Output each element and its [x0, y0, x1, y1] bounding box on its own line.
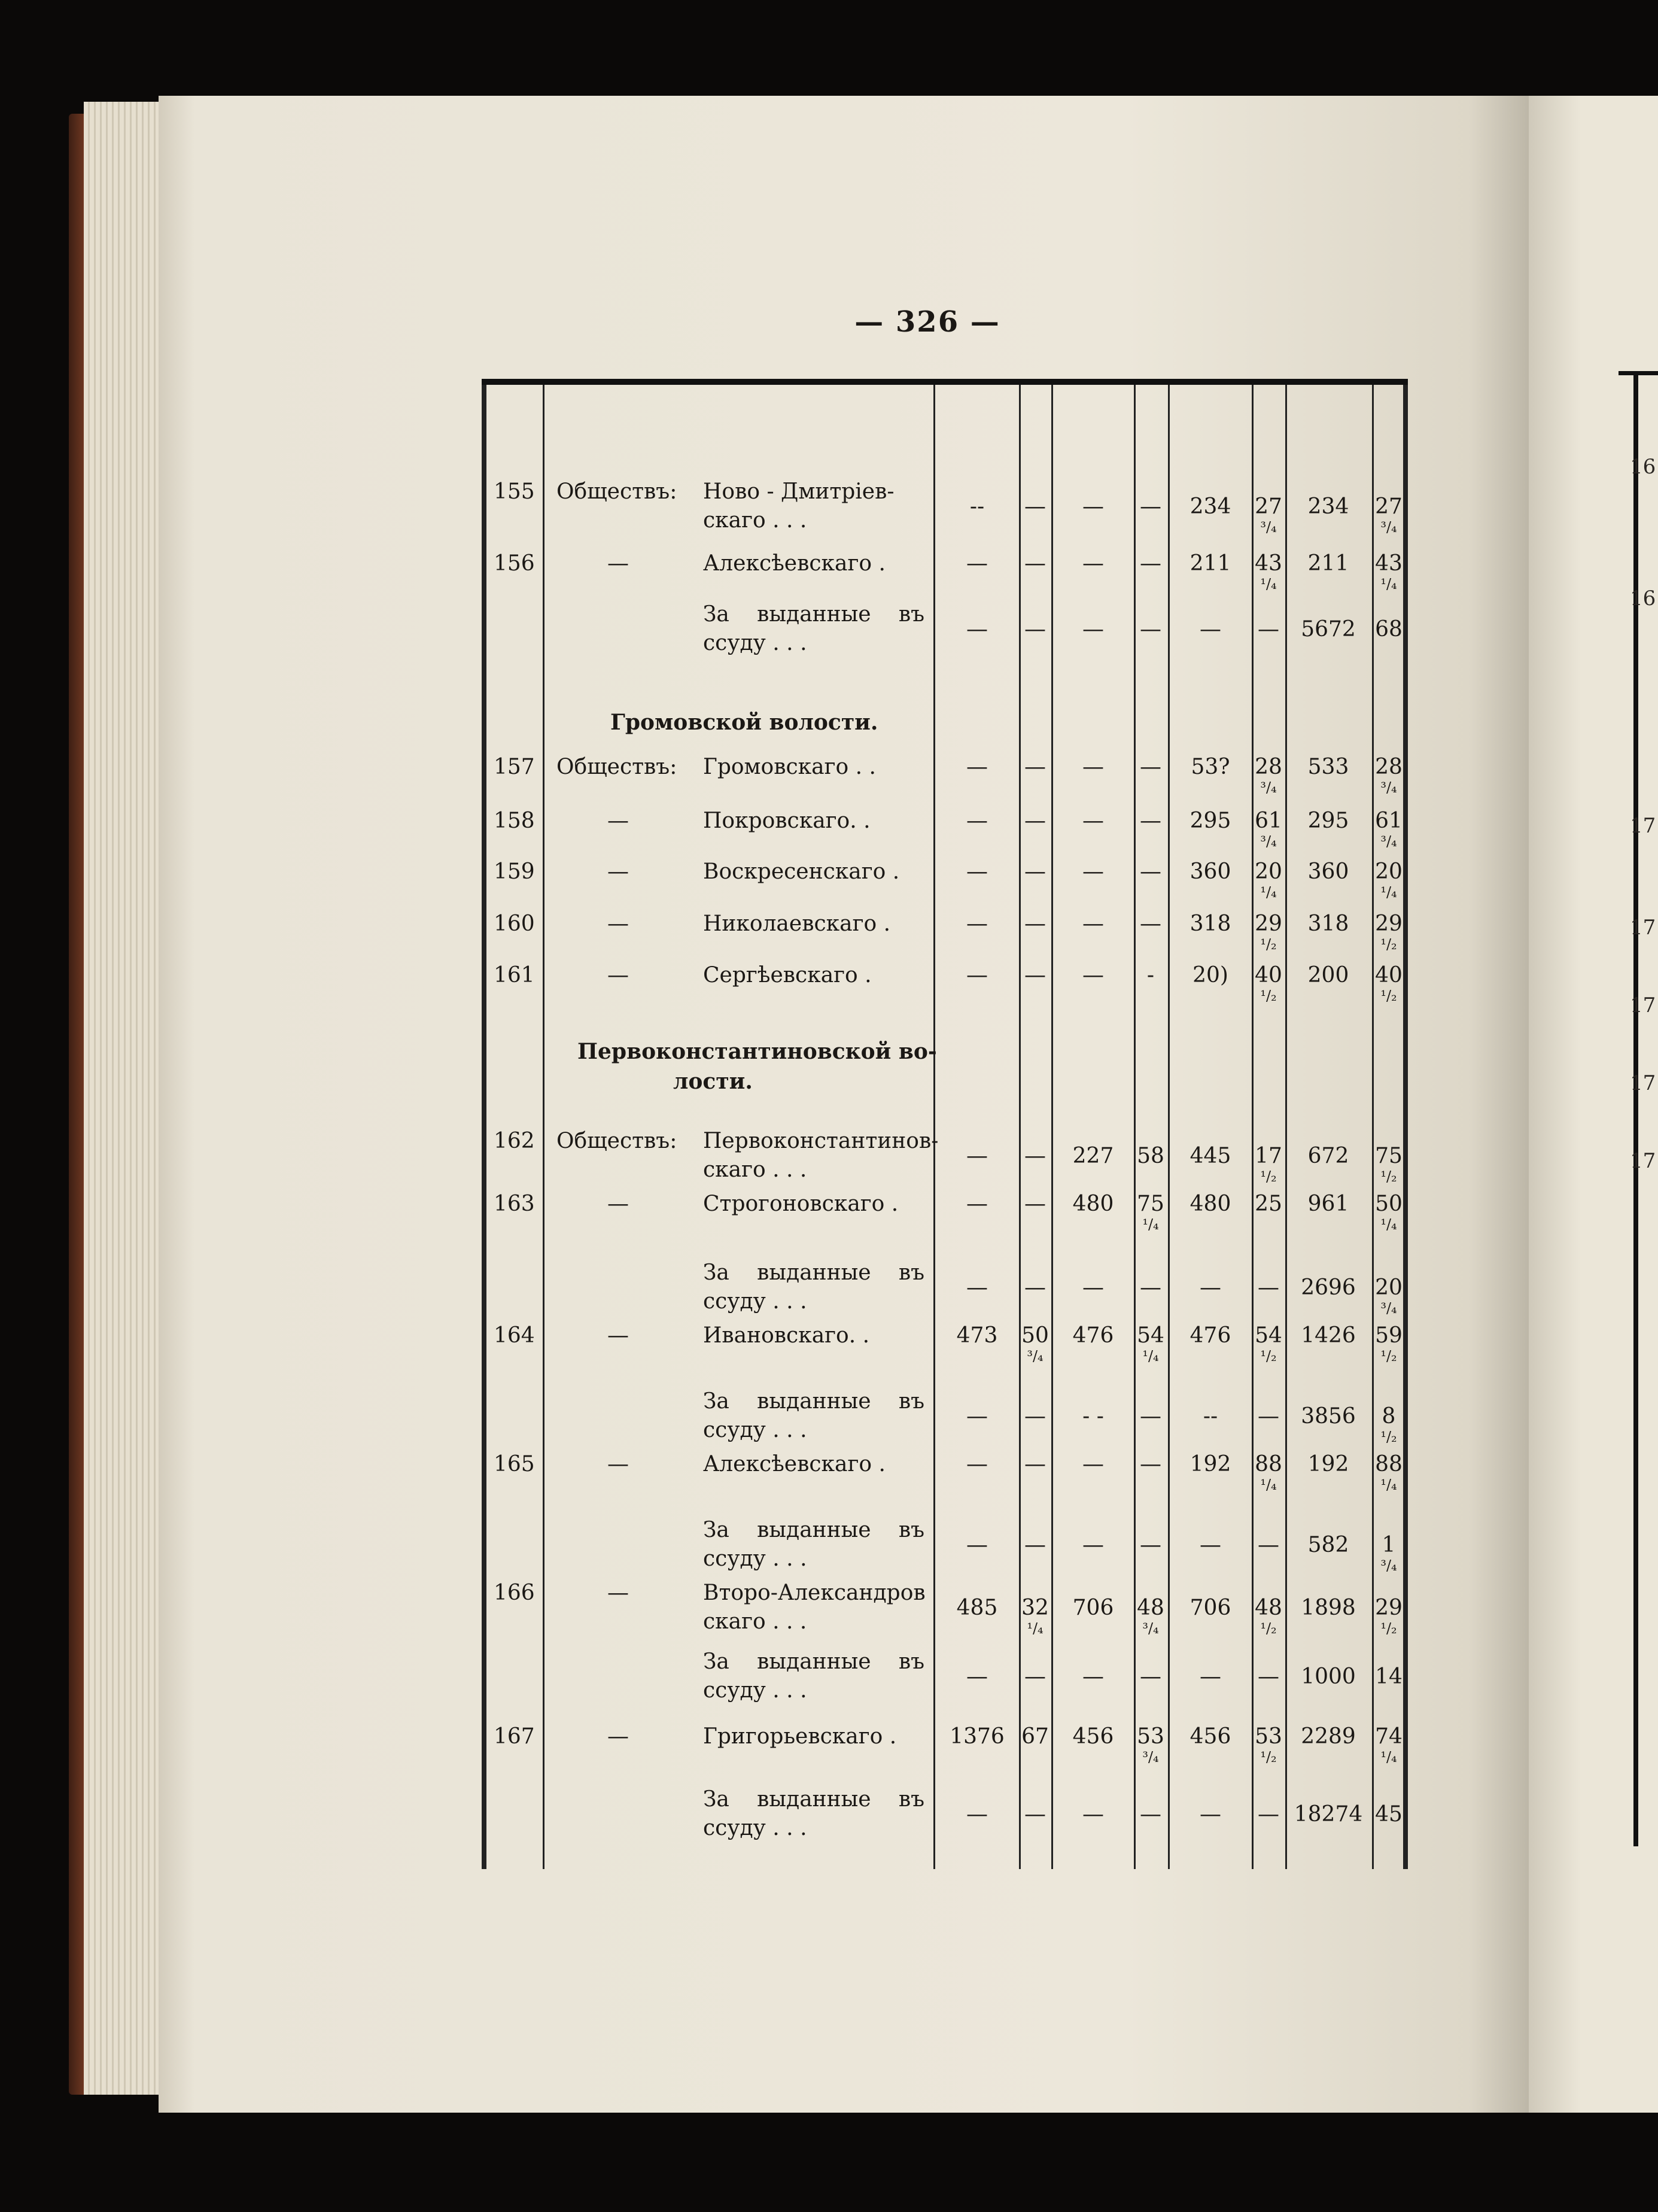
table-cell-value: 961 — [1307, 1192, 1349, 1216]
society-name: Ново - Дмитріев- — [703, 479, 895, 504]
table-cell-value: — — [1140, 809, 1161, 833]
table-cell-value: 360 — [1189, 859, 1231, 884]
table-cell-value: — — [1024, 859, 1046, 884]
table-cell-value: 360 — [1307, 859, 1349, 884]
table-cell-value: — — [1024, 494, 1046, 519]
society-name: Воскресенскаго . — [703, 859, 900, 884]
table-cell-value: — — [1140, 1404, 1161, 1429]
society-name: скаго . . . — [703, 1157, 807, 1182]
fraction-value: ¹/₂ — [1260, 936, 1277, 953]
fraction-value: ¹/₄ — [1380, 1749, 1397, 1766]
society-name: Строгоновскаго . — [703, 1192, 899, 1216]
table-cell-value: 200 — [1307, 963, 1349, 988]
table-cell-value: — — [1024, 1802, 1046, 1827]
table-cell-value: -- — [969, 494, 985, 519]
table-cell-value: 20 — [1375, 859, 1403, 884]
row-label: — — [607, 1724, 629, 1749]
table-cell-value: 2289 — [1301, 1724, 1356, 1749]
row-label: — — [607, 1192, 629, 1216]
table-cell-value: — — [966, 809, 988, 833]
table-cell-value: 1898 — [1301, 1596, 1356, 1620]
table-cell-value: 1376 — [950, 1724, 1005, 1749]
society-name: Николаевскаго . — [703, 911, 891, 936]
table-cell-value: 192 — [1307, 1452, 1349, 1476]
row-label: — — [607, 551, 629, 576]
table-cell-value: — — [1024, 1404, 1046, 1429]
row-number: 158 — [494, 809, 535, 833]
table-cell-value: 20) — [1192, 963, 1228, 988]
fraction-value: ¹/₂ — [1260, 1620, 1277, 1637]
fraction-value: ¹/₂ — [1380, 936, 1397, 953]
fraction-value: ³/₄ — [1380, 779, 1397, 796]
table-cell-value: 211 — [1307, 551, 1349, 576]
table-cell-value: 318 — [1189, 911, 1231, 936]
table-cell-value: — — [1024, 1452, 1046, 1476]
row-number: 157 — [494, 755, 535, 779]
fraction-value: ¹/₄ — [1260, 576, 1277, 592]
table-cell-value: 476 — [1072, 1323, 1114, 1348]
table-border-left — [482, 385, 486, 1869]
table-cell-value: 40 — [1255, 963, 1282, 988]
table-cell-value: 53 — [1137, 1724, 1164, 1749]
row-number: 166 — [494, 1581, 535, 1605]
table-cell-value: — — [1258, 1275, 1279, 1300]
society-name: ссуду . . . — [703, 1546, 807, 1571]
table-cell-value: — — [1200, 1664, 1221, 1689]
society-name: Григорьевскаго . — [703, 1724, 897, 1749]
table-cell-value: — — [1024, 1144, 1046, 1168]
society-name: За выданные въ — [703, 1260, 924, 1285]
page-number: — 326 — — [854, 305, 1000, 339]
table-cell-value: 58 — [1137, 1144, 1164, 1168]
table-cell-value: 1000 — [1301, 1664, 1356, 1689]
row-number: 156 — [494, 551, 535, 576]
table-cell-value: 29 — [1375, 911, 1403, 936]
table-cell-value: 480 — [1072, 1192, 1114, 1216]
table-cell-value: 48 — [1137, 1596, 1164, 1620]
table-cell-value: 456 — [1072, 1724, 1114, 1749]
table-cell-value: -- — [1203, 1404, 1218, 1429]
row-number: 161 — [494, 963, 535, 988]
table-cell-value: 43 — [1255, 551, 1282, 576]
society-name: Первоконстантинов- — [703, 1129, 939, 1153]
table-cell-value: — — [1082, 1664, 1104, 1689]
table-cell-value: — — [1024, 1192, 1046, 1216]
column-divider — [1285, 385, 1287, 1869]
table-cell-value: — — [1024, 617, 1046, 642]
table-cell-value: — — [966, 1404, 988, 1429]
fraction-value: ³/₄ — [1260, 519, 1277, 536]
table-cell-value: — — [1140, 859, 1161, 884]
table-cell-value: — — [1140, 494, 1161, 519]
table-cell-value: — — [1082, 755, 1104, 779]
facing-page-row-number: 16 — [1630, 587, 1656, 610]
table-cell-value: — — [966, 1275, 988, 1300]
fraction-value: ¹/₂ — [1380, 988, 1397, 1004]
table-cell-value: 29 — [1375, 1596, 1403, 1620]
table-cell-value: 8 — [1382, 1404, 1396, 1429]
section-heading: Громовской волости. — [610, 710, 878, 735]
fraction-value: ³/₄ — [1380, 519, 1397, 536]
fraction-value: ¹/₂ — [1260, 988, 1277, 1004]
table-cell-value: — — [1082, 911, 1104, 936]
table-cell-value: - - — [1082, 1404, 1104, 1429]
row-number: 164 — [494, 1323, 535, 1348]
society-name: скаго . . . — [703, 1609, 807, 1634]
fraction-value: ¹/₄ — [1142, 1348, 1159, 1365]
table-cell-value: — — [1200, 1802, 1221, 1827]
table-cell-value: — — [1024, 1275, 1046, 1300]
table-cell-value: 17 — [1255, 1144, 1282, 1168]
row-number: 165 — [494, 1452, 535, 1476]
table-cell-value: — — [966, 551, 988, 576]
table-cell-value: — — [966, 1144, 988, 1168]
row-label: Обществъ: — [556, 479, 677, 504]
society-name: ссуду . . . — [703, 1678, 807, 1703]
table-cell-value: 32 — [1021, 1596, 1049, 1620]
fraction-value: ¹/₄ — [1380, 576, 1397, 592]
table-cell-value: — — [1082, 551, 1104, 576]
row-label: — — [607, 1452, 629, 1476]
row-label: Обществъ: — [556, 755, 677, 779]
fraction-value: ³/₄ — [1142, 1620, 1159, 1637]
row-number: 160 — [494, 911, 535, 936]
table-cell-value: 485 — [956, 1596, 998, 1620]
column-divider — [543, 385, 544, 1869]
table-cell-value: 61 — [1255, 809, 1282, 833]
fraction-value: ³/₄ — [1260, 833, 1277, 850]
table-cell-value: — — [1082, 1533, 1104, 1557]
table-cell-value: 50 — [1021, 1323, 1049, 1348]
facing-page-row-number: 16 — [1630, 455, 1656, 479]
table-cell-value: — — [966, 1664, 988, 1689]
row-number: 162 — [494, 1129, 535, 1153]
table-cell-value: — — [1140, 755, 1161, 779]
facing-page-row-number: 17 — [1630, 814, 1656, 838]
table-cell-value: — — [966, 755, 988, 779]
table-cell-value: — — [1140, 1802, 1161, 1827]
fraction-value: ¹/₄ — [1260, 1476, 1277, 1493]
table-cell-value: 476 — [1189, 1323, 1231, 1348]
society-name: За выданные въ — [703, 1389, 924, 1414]
facing-page-row-number: 17 — [1630, 993, 1656, 1017]
table-cell-value: - — [1146, 963, 1155, 988]
table-cell-value: 25 — [1255, 1192, 1282, 1216]
table-cell-value: — — [1082, 963, 1104, 988]
table-cell-value: — — [1024, 755, 1046, 779]
table-cell-value: 2696 — [1301, 1275, 1356, 1300]
table-cell-value: 18274 — [1294, 1802, 1363, 1827]
table-cell-value: — — [1024, 1533, 1046, 1557]
fraction-value: ¹/₂ — [1260, 1348, 1277, 1365]
table-cell-value: — — [966, 859, 988, 884]
table-cell-value: 1 — [1382, 1533, 1396, 1557]
society-name: ссуду . . . — [703, 1418, 807, 1442]
row-number: 159 — [494, 859, 535, 884]
table-cell-value: — — [1140, 1533, 1161, 1557]
table-cell-value: 61 — [1375, 809, 1403, 833]
table-cell-value: 40 — [1375, 963, 1403, 988]
table-cell-value: 456 — [1189, 1724, 1231, 1749]
table-cell-value: 54 — [1255, 1323, 1282, 1348]
table-cell-value: — — [966, 1802, 988, 1827]
table-cell-value: 445 — [1189, 1144, 1231, 1168]
society-name: За выданные въ — [703, 1518, 924, 1542]
row-label: — — [607, 1323, 629, 1348]
fraction-value: ¹/₂ — [1260, 1168, 1277, 1185]
fraction-value: ³/₄ — [1260, 779, 1277, 796]
row-label: — — [607, 809, 629, 833]
table-cell-value: — — [1258, 1404, 1279, 1429]
fraction-value: ³/₄ — [1380, 833, 1397, 850]
table-cell-value: 473 — [956, 1323, 998, 1348]
table-cell-value: 20 — [1375, 1275, 1403, 1300]
table-cell-value: 53? — [1191, 755, 1230, 779]
table-cell-value: 5672 — [1301, 617, 1356, 642]
table-cell-value: 74 — [1375, 1724, 1403, 1749]
fraction-value: ¹/₄ — [1260, 884, 1277, 901]
fraction-value: ¹/₄ — [1142, 1216, 1159, 1233]
facing-page-row-number: 17 — [1630, 916, 1656, 940]
table-cell-value: — — [1258, 1664, 1279, 1689]
table-cell-value: 295 — [1307, 809, 1349, 833]
column-divider — [1019, 385, 1021, 1869]
society-name: Громовскаго . . — [703, 755, 876, 779]
fraction-value: ¹/₄ — [1380, 884, 1397, 901]
table-cell-value: — — [966, 1452, 988, 1476]
society-name: За выданные въ — [703, 1787, 924, 1812]
table-cell-value: 48 — [1255, 1596, 1282, 1620]
section-heading: Первоконстантиновской во- — [577, 1039, 937, 1064]
table-cell-value: 75 — [1375, 1144, 1403, 1168]
table-cell-value: — — [1140, 1452, 1161, 1476]
table-cell-value: 227 — [1072, 1144, 1114, 1168]
table-cell-value: — — [1082, 809, 1104, 833]
table-cell-value: 88 — [1255, 1452, 1282, 1476]
table-cell-value: 54 — [1137, 1323, 1164, 1348]
table-cell-value: 43 — [1375, 551, 1403, 576]
table-cell-value: 706 — [1189, 1596, 1231, 1620]
row-number: 163 — [494, 1192, 535, 1216]
table-cell-value: 59 — [1375, 1323, 1403, 1348]
facing-page — [1529, 96, 1658, 2113]
column-divider — [1252, 385, 1254, 1869]
table-cell-value: 706 — [1072, 1596, 1114, 1620]
fraction-value: ¹/₂ — [1380, 1429, 1397, 1445]
fraction-value: ¹/₄ — [1380, 1476, 1397, 1493]
table-cell-value: — — [1082, 859, 1104, 884]
table-cell-value: 68 — [1375, 617, 1403, 642]
table-cell-value: — — [1258, 1802, 1279, 1827]
table-cell-value: 67 — [1021, 1724, 1049, 1749]
table-cell-value: — — [1140, 1664, 1161, 1689]
table-cell-value: — — [966, 1192, 988, 1216]
table-cell-value: 234 — [1307, 494, 1349, 519]
table-cell-value: — — [1082, 617, 1104, 642]
facing-page-rule — [1619, 371, 1658, 375]
table-cell-value: — — [1082, 1452, 1104, 1476]
table-cell-value: 88 — [1375, 1452, 1403, 1476]
table-cell-value: 234 — [1189, 494, 1231, 519]
table-cell-value: 1426 — [1301, 1323, 1356, 1348]
table-cell-value: 318 — [1307, 911, 1349, 936]
table-cell-value: 192 — [1189, 1452, 1231, 1476]
table-cell-value: 295 — [1189, 809, 1231, 833]
table-cell-value: — — [1024, 911, 1046, 936]
table-cell-value: 20 — [1255, 859, 1282, 884]
table-cell-value: 75 — [1137, 1192, 1164, 1216]
fraction-value: ³/₄ — [1142, 1749, 1159, 1766]
society-name: Ивановскаго. . — [703, 1323, 870, 1348]
table-cell-value: 480 — [1189, 1192, 1231, 1216]
table-cell-value: — — [1082, 1802, 1104, 1827]
ledger-table — [482, 379, 1408, 1869]
row-number: 155 — [494, 479, 535, 504]
table-cell-value: 14 — [1375, 1664, 1403, 1689]
table-cell-value: — — [1140, 1275, 1161, 1300]
table-cell-value: — — [1024, 1664, 1046, 1689]
row-number: 167 — [494, 1724, 535, 1749]
table-cell-value: — — [1140, 617, 1161, 642]
table-cell-value: 50 — [1375, 1192, 1403, 1216]
fraction-value: ¹/₂ — [1380, 1168, 1397, 1185]
table-cell-value: 53 — [1255, 1724, 1282, 1749]
table-cell-value: — — [966, 963, 988, 988]
table-cell-value: 45 — [1375, 1802, 1403, 1827]
row-label: — — [607, 963, 629, 988]
table-cell-value: 27 — [1255, 494, 1282, 519]
table-cell-value: 533 — [1307, 755, 1349, 779]
society-name: Покровскаго. . — [703, 809, 871, 833]
table-cell-value: — — [1200, 617, 1221, 642]
table-cell-value: 28 — [1375, 755, 1403, 779]
table-cell-value: — — [1024, 809, 1046, 833]
row-label: — — [607, 911, 629, 936]
society-name: ссуду . . . — [703, 631, 807, 655]
table-cell-value: 211 — [1189, 551, 1231, 576]
column-divider — [1051, 385, 1053, 1869]
table-cell-value: — — [1024, 551, 1046, 576]
society-name: ссуду . . . — [703, 1816, 807, 1840]
table-cell-value: 28 — [1255, 755, 1282, 779]
fraction-value: ¹/₂ — [1380, 1348, 1397, 1365]
society-name: За выданные въ — [703, 602, 924, 627]
table-cell-value: — — [1258, 617, 1279, 642]
society-name: Второ-Александров — [703, 1581, 926, 1605]
column-divider — [1372, 385, 1374, 1869]
society-name: ссуду . . . — [703, 1289, 807, 1314]
table-cell-value: — — [1024, 963, 1046, 988]
society-name: Алексѣевскаго . — [703, 1452, 886, 1476]
table-cell-value: — — [1258, 1533, 1279, 1557]
table-cell-value: 3856 — [1301, 1404, 1356, 1429]
society-name: За выданные въ — [703, 1649, 924, 1674]
fraction-value: ¹/₄ — [1027, 1620, 1044, 1637]
row-label: — — [607, 1581, 629, 1605]
table-cell-value: 672 — [1307, 1144, 1349, 1168]
section-heading: лости. — [673, 1069, 753, 1094]
table-border-right — [1403, 385, 1408, 1869]
table-cell-value: — — [1082, 494, 1104, 519]
table-cell-value: — — [966, 1533, 988, 1557]
column-divider — [1168, 385, 1170, 1869]
table-cell-value: — — [1200, 1533, 1221, 1557]
fraction-value: ³/₄ — [1380, 1557, 1397, 1574]
row-label: Обществъ: — [556, 1129, 677, 1153]
table-cell-value: — — [1200, 1275, 1221, 1300]
table-cell-value: — — [1140, 551, 1161, 576]
fraction-value: ³/₄ — [1380, 1300, 1397, 1317]
fraction-value: ¹/₂ — [1380, 1620, 1397, 1637]
facing-page-row-number: 17 — [1630, 1149, 1656, 1173]
fraction-value: ³/₄ — [1027, 1348, 1044, 1365]
society-name: Алексѣевскаго . — [703, 551, 886, 576]
table-cell-value: 29 — [1255, 911, 1282, 936]
facing-page-row-number: 17 — [1630, 1071, 1656, 1095]
table-cell-value: — — [966, 617, 988, 642]
row-label: — — [607, 859, 629, 884]
fraction-value: ¹/₄ — [1380, 1216, 1397, 1233]
table-cell-value: — — [966, 911, 988, 936]
society-name: Сергѣевскаго . — [703, 963, 872, 988]
fraction-value: ¹/₂ — [1260, 1749, 1277, 1766]
table-cell-value: 27 — [1375, 494, 1403, 519]
table-cell-value: 582 — [1307, 1533, 1349, 1557]
society-name: скаго . . . — [703, 508, 807, 533]
table-cell-value: — — [1082, 1275, 1104, 1300]
column-divider — [1134, 385, 1136, 1869]
table-cell-value: — — [1140, 911, 1161, 936]
